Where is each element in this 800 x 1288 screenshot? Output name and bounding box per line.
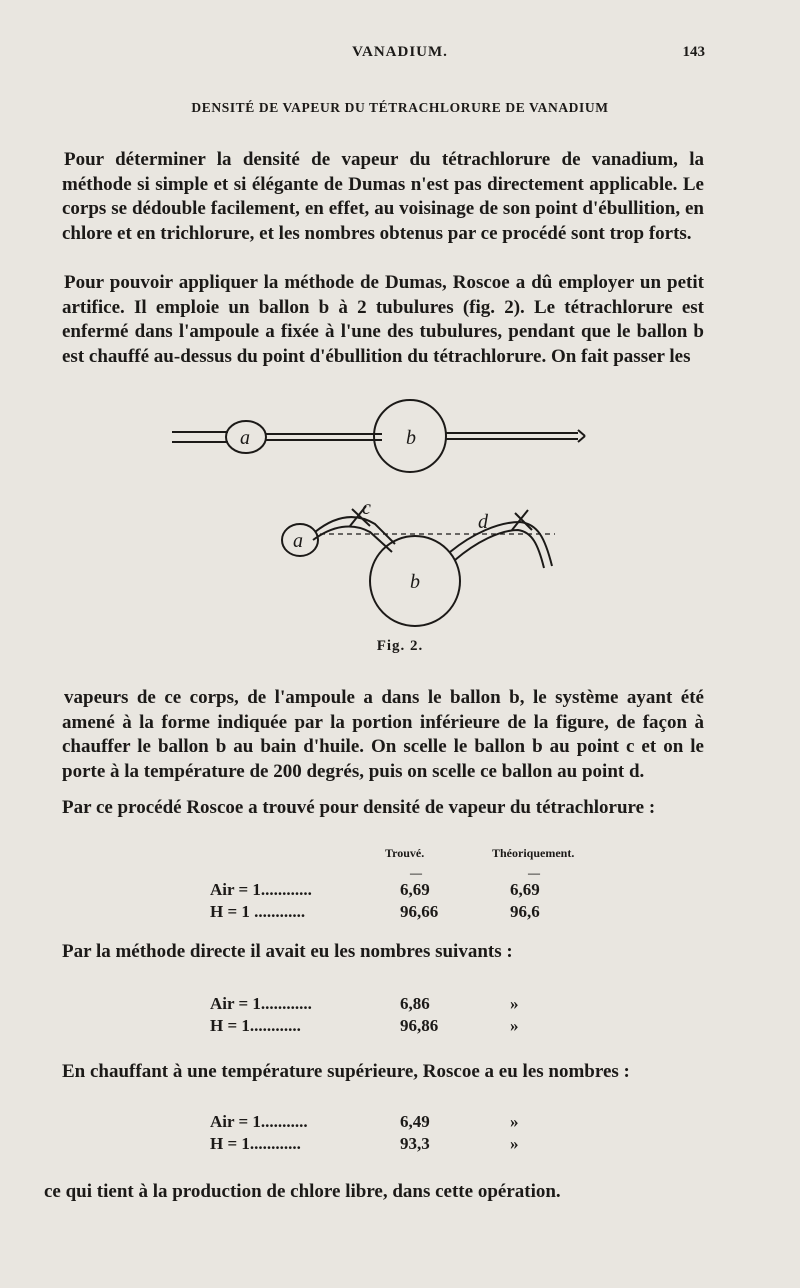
- page-number: 143: [682, 44, 705, 60]
- paragraph-1: Pour déterminer la densité de vapeur du tétrachlorure de vanadium, la méthode si simple et si élégante de Dumas n'est pas directement applicable. Le corps se dédouble facilement, en effet, au voisinage de son point d'ébullition, en chlore et en trichlorure, et les nombres obtenus par ce procédé sont trop forts.: [62, 149, 704, 244]
- paragraph-4: Par ce procédé Roscoe a trouvé pour densité de vapeur du tétrachlorure :: [62, 797, 656, 818]
- row-mark: »: [510, 1112, 519, 1131]
- apparatus-drawing: [160, 376, 600, 656]
- row-value: 96,86: [400, 1016, 439, 1035]
- column-header-theory: Théoriquement.: [492, 846, 575, 860]
- label-c: c: [362, 497, 371, 519]
- figure-caption: Fig. 2.: [376, 638, 424, 654]
- table-row: [210, 880, 570, 902]
- row-mark: »: [510, 1016, 519, 1035]
- row-mark: »: [510, 1134, 519, 1153]
- section-title: DENSITÉ DE VAPEUR DU TÉTRACHLORURE DE VANADIUM: [191, 100, 609, 115]
- row-label: H = 1............: [210, 1134, 301, 1153]
- row-value-theory: 6,69: [510, 880, 540, 899]
- row-label: H = 1............: [210, 1016, 301, 1035]
- table-row: [210, 902, 570, 924]
- label-b-top: b: [406, 427, 416, 449]
- page-header: [0, 44, 800, 66]
- row-value-theory: 96,6: [510, 902, 540, 921]
- table-row: [210, 1134, 570, 1156]
- running-title: VANADIUM.: [352, 44, 448, 60]
- label-a-top: a: [240, 427, 250, 449]
- column-dash-found: —: [410, 866, 422, 880]
- paragraph-2: Pour pouvoir appliquer la méthode de Dumas, Roscoe a dû employer un petit artifice. Il emploie un ballon b à 2 tubulures (fig. 2). Le tétrachlorure est enfermé dans l'ampoule a fixée à l'une des tubulures, pendant que le ballon b est chauffé au-dessus du point d'ébullition du tétrachlorure. On fait passer les: [62, 272, 704, 367]
- row-label: Air = 1............: [210, 994, 312, 1013]
- paragraph-7: ce qui tient à la production de chlore libre, dans cette opération.: [44, 1181, 561, 1202]
- row-label: Air = 1...........: [210, 1112, 308, 1131]
- row-value-found: 96,66: [400, 902, 439, 921]
- table-row: [210, 1016, 570, 1038]
- paragraph-5: Par la méthode directe il avait eu les nombres suivants :: [62, 941, 513, 962]
- row-value: 93,3: [400, 1134, 430, 1153]
- label-d: d: [478, 511, 488, 533]
- apparatus-figure: [160, 376, 600, 656]
- paragraph-3: vapeurs de ce corps, de l'ampoule a dans le ballon b, le système ayant été amené à la forme indiquée par la portion inférieure de la figure, de façon à chauffer le ballon b au bain d'huile. On scelle le ballon b au point c et on le porte à la température de 200 degrés, puis on scelle ce ballon au point d.: [62, 687, 704, 782]
- row-label: Air = 1............: [210, 880, 312, 899]
- row-mark: »: [510, 994, 519, 1013]
- row-value: 6,86: [400, 994, 430, 1013]
- table-row: [210, 994, 570, 1016]
- column-header-found: Trouvé.: [385, 846, 425, 860]
- label-a-bottom: a: [293, 530, 303, 552]
- paragraph-6: En chauffant à une température supérieure, Roscoe a eu les nombres :: [62, 1061, 630, 1082]
- row-value: 6,49: [400, 1112, 430, 1131]
- row-label: H = 1 ............: [210, 902, 306, 921]
- table-row: [210, 1112, 570, 1134]
- label-b-bottom: b: [410, 571, 420, 593]
- row-value-found: 6,69: [400, 880, 430, 899]
- column-dash-theory: —: [528, 866, 540, 880]
